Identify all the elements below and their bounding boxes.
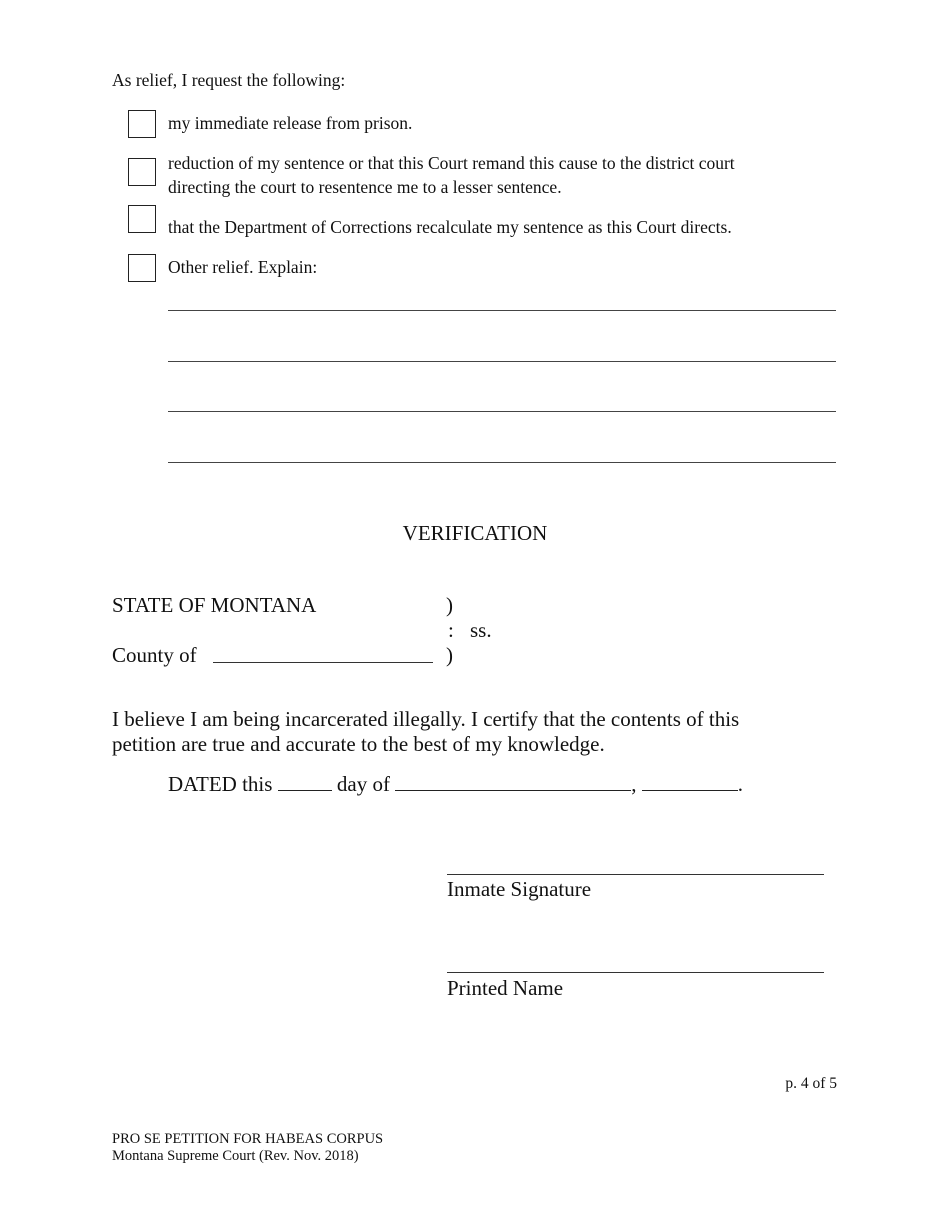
ss-colon: :: [448, 618, 454, 642]
footer-title: PRO SE PETITION FOR HABEAS CORPUS: [112, 1131, 384, 1147]
relief-intro: As relief, I request the following:: [112, 70, 346, 90]
paren-close: ): [446, 643, 453, 667]
explain-line-3[interactable]: [168, 411, 836, 412]
sentence-reduction-label-line1: reduction of my sentence or that this Court remand this cause to the district court: [168, 153, 735, 173]
county-label: County of: [112, 643, 197, 667]
month-field[interactable]: [395, 774, 631, 791]
year-field[interactable]: [642, 774, 738, 791]
recalculate-checkbox[interactable]: [128, 205, 156, 233]
page-number: p. 4 of 5: [785, 1075, 837, 1092]
verification-heading: VERIFICATION: [402, 521, 548, 545]
state-label: STATE OF MONTANA: [112, 593, 317, 617]
signature-field[interactable]: [447, 874, 824, 875]
release-checkbox[interactable]: [128, 110, 156, 138]
other-relief-checkbox[interactable]: [128, 254, 156, 282]
statement-line-1: I believe I am being incarcerated illegally. I certify that the contents of this: [112, 707, 740, 731]
explain-line-2[interactable]: [168, 361, 836, 362]
dated-day-of: day of: [336, 772, 390, 796]
printed-name-label: Printed Name: [447, 976, 564, 1000]
dated-line: [168, 772, 743, 797]
signature-label: Inmate Signature: [447, 877, 592, 901]
day-field[interactable]: [278, 774, 332, 791]
footer-revision: Montana Supreme Court (Rev. Nov. 2018): [112, 1148, 359, 1164]
sentence-reduction-label-line2: directing the court to resentence me to a lesser sentence.: [168, 177, 562, 197]
printed-name-field[interactable]: [447, 972, 824, 973]
statement-line-2: petition are true and accurate to the best of my knowledge.: [112, 732, 605, 756]
dated-period: .: [737, 772, 743, 796]
dated-comma: ,: [631, 772, 637, 796]
ss-abbreviation: ss.: [470, 618, 492, 642]
recalculate-option-label: that the Department of Corrections recalculate my sentence as this Court directs.: [168, 217, 732, 237]
dated-prefix: DATED this: [168, 772, 273, 796]
sentence-reduction-checkbox[interactable]: [128, 158, 156, 186]
explain-line-4[interactable]: [168, 462, 836, 463]
explain-line-1[interactable]: [168, 310, 836, 311]
other-relief-label: Other relief. Explain:: [168, 257, 318, 277]
county-field[interactable]: [213, 662, 433, 663]
paren-open: ): [446, 593, 453, 617]
release-option-label: my immediate release from prison.: [168, 113, 413, 133]
